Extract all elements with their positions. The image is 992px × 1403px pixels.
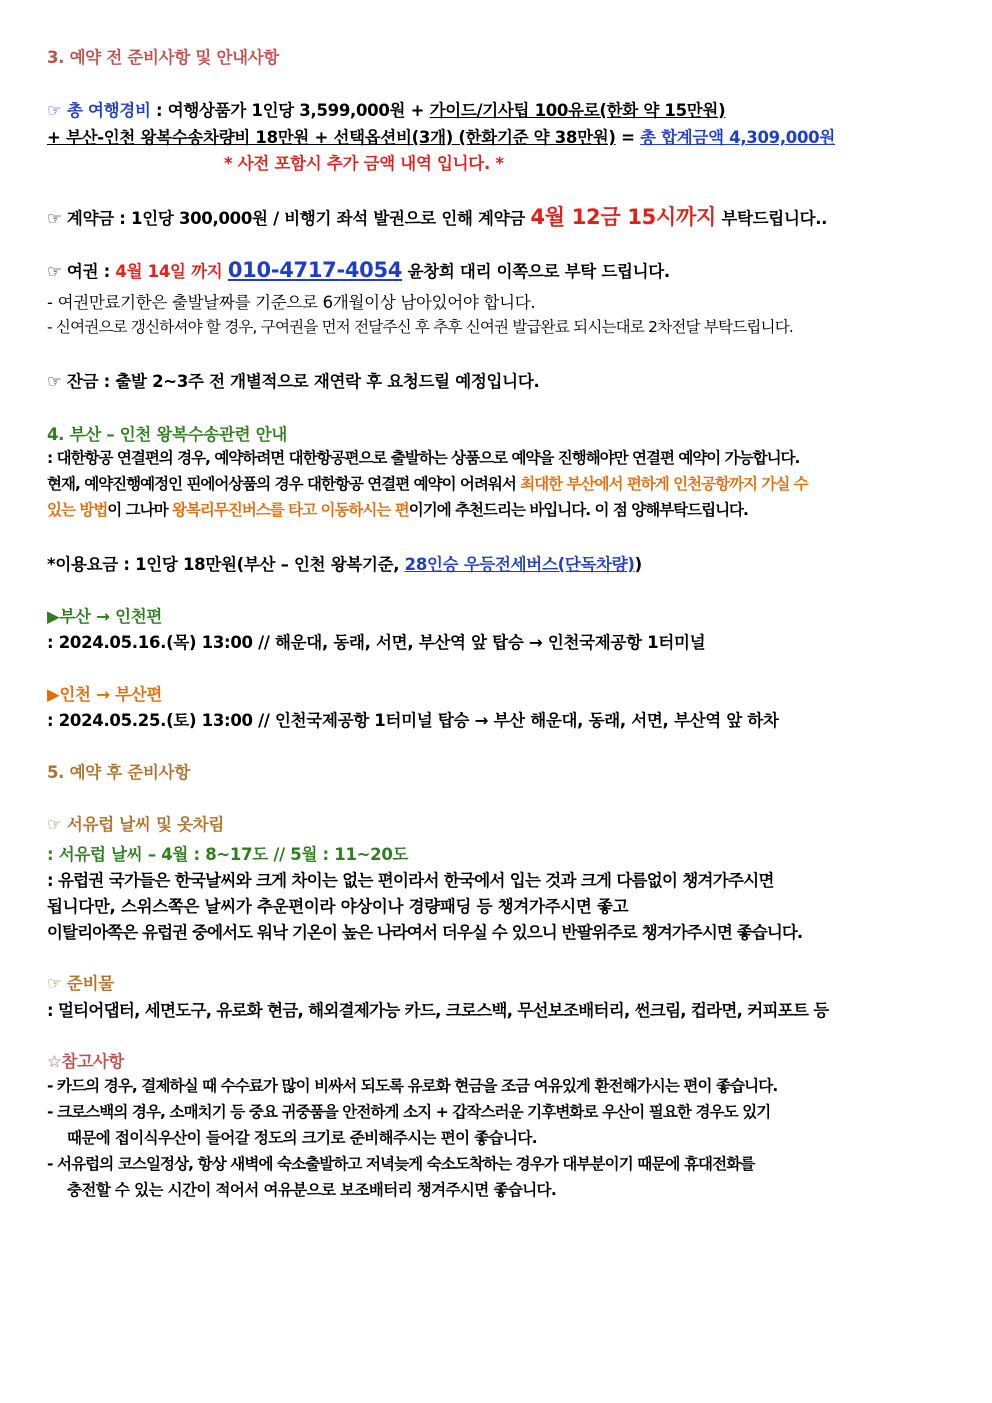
contact-phone[interactable]: 010-4717-4054 [227, 258, 403, 282]
route2-title: ▶인천 → 부산편 [47, 685, 162, 704]
passport-note-1: - 여권만료기한은 출발날짜를 기준으로 6개월이상 남아있어야 합니다. [47, 293, 536, 312]
section4-line1: : 대한항공 연결편의 경우, 예약하려면 대한항공편으로 출발하는 상품으로 예약을 진행해야만 연결편 예약이 가능합니다. [47, 449, 800, 467]
reference-title: ☆참고사항 [47, 1052, 125, 1071]
section4-line2-text: 현재, 예약진행예정인 핀에어상품의 경우 대한항공 연결편 예약이 어려워서 [47, 475, 521, 493]
section3-title: 3. 예약 전 준비사항 및 안내사항 [47, 48, 280, 67]
passport-deadline: 4월 14일 까지 [115, 262, 223, 281]
passport-suffix: 윤창희 대리 이쪽으로 부탁 드립니다. [402, 262, 670, 281]
passport-note-2: - 신여권으로 갱신하셔야 할 경우, 구여권을 먼저 전달주신 후 추후 신여권 발급완료 되시는대로 2차전달 부탁드립니다. [47, 318, 794, 336]
weather-title: ☞ 서유럽 날씨 및 옷차림 [47, 815, 225, 834]
reference-item-2a: - 크로스백의 경우, 소매치기 등 중요 귀중품을 안전하게 소지 + 갑작스러운 기후변화로 우산이 필요한 경우도 있기 [47, 1103, 771, 1121]
reference-item-2b: 때문에 접이식우산이 들어갈 정도의 크기로 준비해주시는 편이 좋습니다. [67, 1129, 538, 1147]
reference-item-3b: 충전할 수 있는 시간이 적어서 여유분으로 보조배터리 챙겨주시면 좋습니다. [67, 1181, 557, 1199]
bus-service-link[interactable]: 28인승 우등전세버스(단독차량) [404, 555, 635, 574]
prep-title: ☞ 준비물 [47, 974, 114, 993]
fee-line [47, 551, 642, 575]
transport-option-text: + 부산-인천 왕복수송차량비 18만원 + 선택옵션비(3개) (한화기준 약 38만원) [47, 128, 616, 147]
guide-tip-text: 가이드/기사팁 100유로(한화 약 15만원) [429, 101, 726, 120]
fee-suffix: ) [634, 555, 642, 574]
section4-title: 4. 부산 – 인천 왕복수송관련 안내 [47, 425, 287, 444]
cost-note: * 사전 포함시 추가 금액 내역 입니다. * [224, 154, 504, 173]
fee-text: *이용요금 : 1인당 18만원(부산 – 인천 왕복기준, [47, 555, 405, 574]
total-cost-line2 [47, 124, 835, 148]
route2-detail: : 2024.05.25.(토) 13:00 // 인천국제공항 1터미널 탑승 → 부산 해운대, 동래, 서면, 부산역 앞 하차 [47, 711, 779, 730]
deposit-deadline: 4월 12금 15시까지 [530, 205, 716, 229]
deposit-line [47, 201, 827, 231]
total-cost-label: 총 여행경비 [66, 101, 151, 120]
section4-line2 [47, 472, 808, 494]
total-amount: 총 합계금액 4,309,000원 [640, 128, 835, 147]
weather-line3: 이탈리아쪽은 유럽권 중에서도 워낙 기온이 높은 나라여서 더우실 수 있으니 반팔위주로 챙겨가주시면 좋습니다. [47, 923, 803, 942]
pointing-hand-icon: ☞ [47, 101, 67, 120]
route1-detail: : 2024.05.16.(목) 13:00 // 해운대, 동래, 서면, 부산역 앞 탑승 → 인천국제공항 1터미널 [47, 633, 706, 652]
total-cost-text: : 여행상품가 1인당 3,599,000원 + [150, 101, 430, 120]
deposit-suffix: 부탁드립니다.. [715, 209, 828, 228]
passport-line [47, 258, 670, 282]
balance-line: ☞ 잔금 : 출발 2~3주 전 개별적으로 재연락 후 요청드릴 예정입니다. [47, 372, 540, 391]
weather-line1: : 유럽권 국가들은 한국날씨와 크게 차이는 없는 편이라서 한국에서 입는 것과 크게 다름없이 챙겨가주시면 [47, 871, 774, 890]
reference-item-3a: - 서유럽의 코스일정상, 항상 새벽에 숙소출발하고 저녁늦게 숙소도착하는 경우가 대부분이기 때문에 휴대전화를 [47, 1155, 755, 1173]
section4-highlight1: 최대한 부산에서 편하게 인천공항까지 가실 수 [520, 475, 808, 493]
section4-line3 [47, 498, 748, 520]
section4-highlight3: 왕복리무진버스를 타고 이동하시는 편 [171, 501, 409, 519]
prep-list: : 멀티어댑터, 세면도구, 유로화 현금, 해외결제가능 카드, 크로스백, 무선보조배터리, 썬크림, 컵라면, 커피포트 등 [47, 1001, 829, 1020]
weather-temp: : 서유럽 날씨 – 4월 : 8~17도 // 5월 : 11~20도 [47, 845, 409, 864]
section4-line3-end: 이기에 추천드리는 바입니다. 이 점 양해부탁드립니다. [408, 501, 748, 519]
reference-item-1: - 카드의 경우, 결제하실 때 수수료가 많이 비싸서 되도록 유로화 현금을 조금 여유있게 환전해가시는 편이 좋습니다. [47, 1077, 778, 1095]
section4-highlight2: 있는 방법 [47, 501, 108, 519]
section4-line3-text: 이 그나마 [107, 501, 172, 519]
section5-title: 5. 예약 후 준비사항 [47, 763, 190, 782]
total-cost-line1 [47, 97, 725, 121]
weather-line2: 됩니다만, 스위스쪽은 날씨가 추운편이라 야상이나 경량패딩 등 챙겨가주시면 좋고 [47, 897, 629, 916]
deposit-text: ☞ 계약금 : 1인당 300,000원 / 비행기 좌석 발권으로 인해 계약금 [47, 209, 531, 228]
passport-label: ☞ 여권 : [47, 262, 116, 281]
equals-text: = [615, 128, 641, 147]
route1-title: ▶부산 → 인천편 [47, 607, 162, 626]
